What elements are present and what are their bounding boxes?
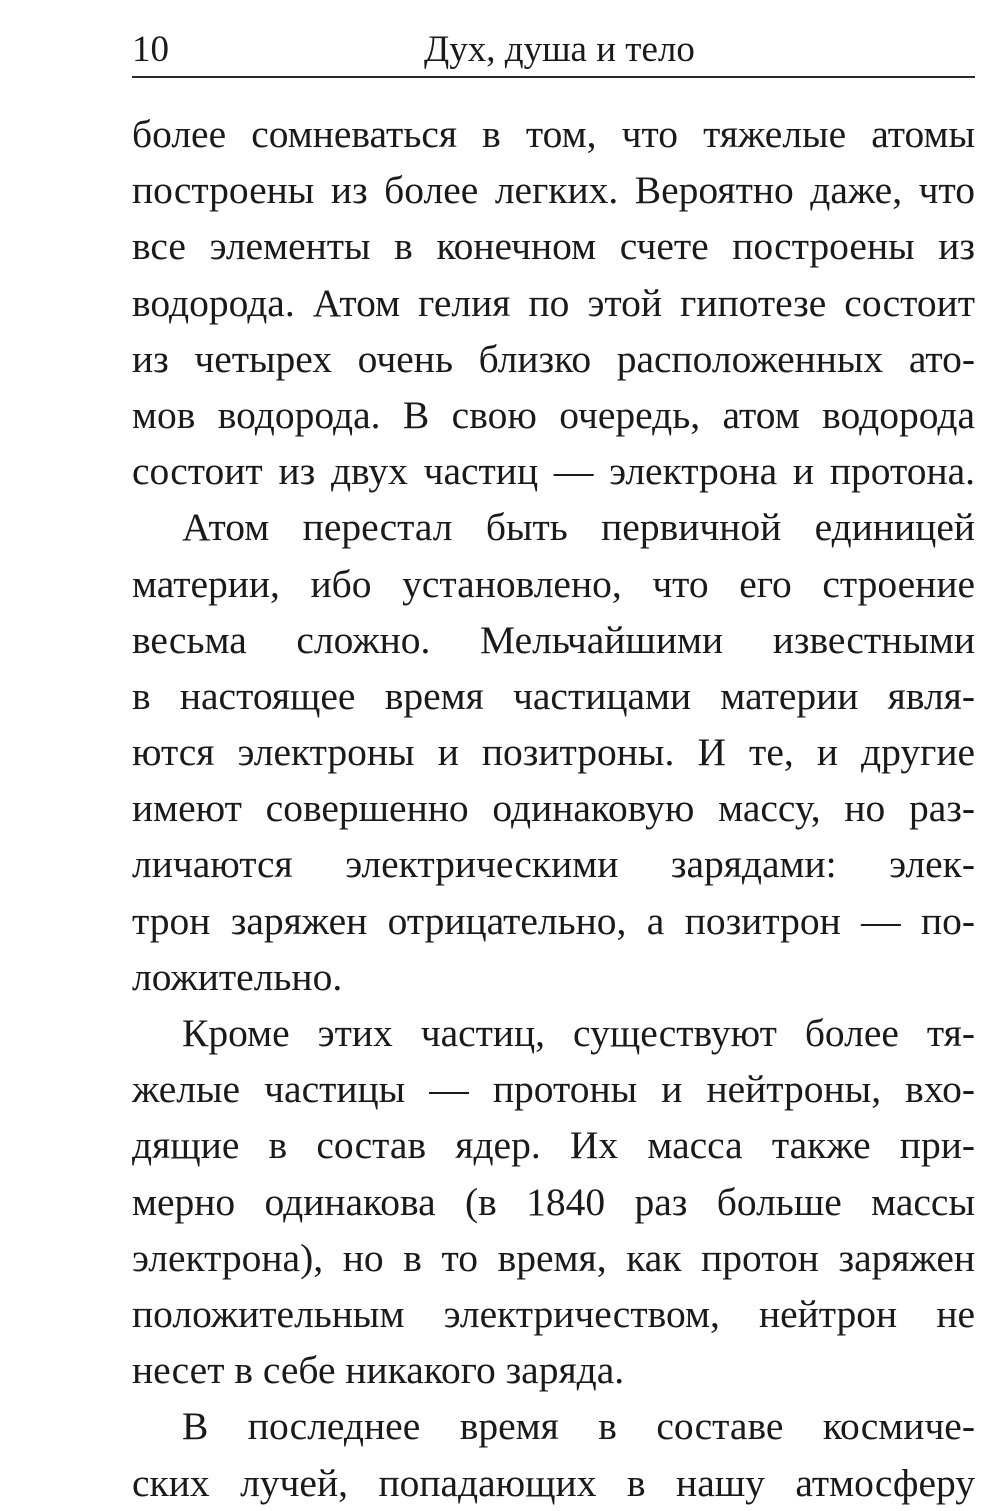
text-line: более сомневаться в том, что тяжелые атомы xyxy=(132,112,975,156)
text-line: мов водорода. В свою очередь, атом водорода xyxy=(132,392,975,437)
text-line: дящие в состав ядер. Их масса также при- xyxy=(132,1123,975,1168)
running-title: Дух, душа и тело xyxy=(424,29,695,70)
text-line: ются электроны и позитроны. И те, и другие xyxy=(132,730,975,775)
text-line: из четырех очень близко расположенных ато- xyxy=(132,336,975,381)
text-line: мерно одинакова (в 1840 раз больше массы xyxy=(132,1179,975,1224)
text-line: материи, ибо установлено, что его строение xyxy=(132,561,975,606)
text-line: все элементы в конечном счете построены из xyxy=(132,224,975,269)
page-number: 10 xyxy=(132,29,169,70)
paragraph-first-line: В последнее время в составе космиче- xyxy=(182,1404,975,1449)
body-text xyxy=(132,106,975,1511)
text-line: водорода. Атом гелия по этой гипотезе состоит xyxy=(132,280,975,325)
text-line: состоит из двух частиц — электрона и протона. xyxy=(132,449,975,494)
text-line: электрона), но в то время, как протон заряжен xyxy=(132,1235,975,1280)
text-line: желые частицы — протоны и нейтроны, вхо- xyxy=(132,1067,975,1112)
text-line: в настоящее время частицами материи явля- xyxy=(132,673,975,718)
paragraph-first-line: Атом перестал быть первичной единицей xyxy=(182,505,975,550)
text-line: трон заряжен отрицательно, а позитрон — по- xyxy=(132,898,975,943)
page-header xyxy=(132,28,975,78)
text-line: личаются электрическими зарядами: элек- xyxy=(132,842,975,887)
paragraph-first-line: Кроме этих частиц, существуют более тя- xyxy=(182,1011,975,1055)
paragraph-last-line: несет в себе никакого заряда. xyxy=(132,1348,625,1393)
text-line: весьма сложно. Мельчайшими известными xyxy=(132,617,975,662)
text-line: имеют совершенно одинаковую массу, но раз- xyxy=(132,786,975,831)
paragraph-last-line: ложительно. xyxy=(132,954,343,999)
text-line: положительным электричеством, нейтрон не xyxy=(132,1291,975,1336)
text-line: ских лучей, попадающих в нашу атмосферу xyxy=(132,1460,975,1505)
text-line: построены из более легких. Вероятно даже, что xyxy=(132,168,975,213)
